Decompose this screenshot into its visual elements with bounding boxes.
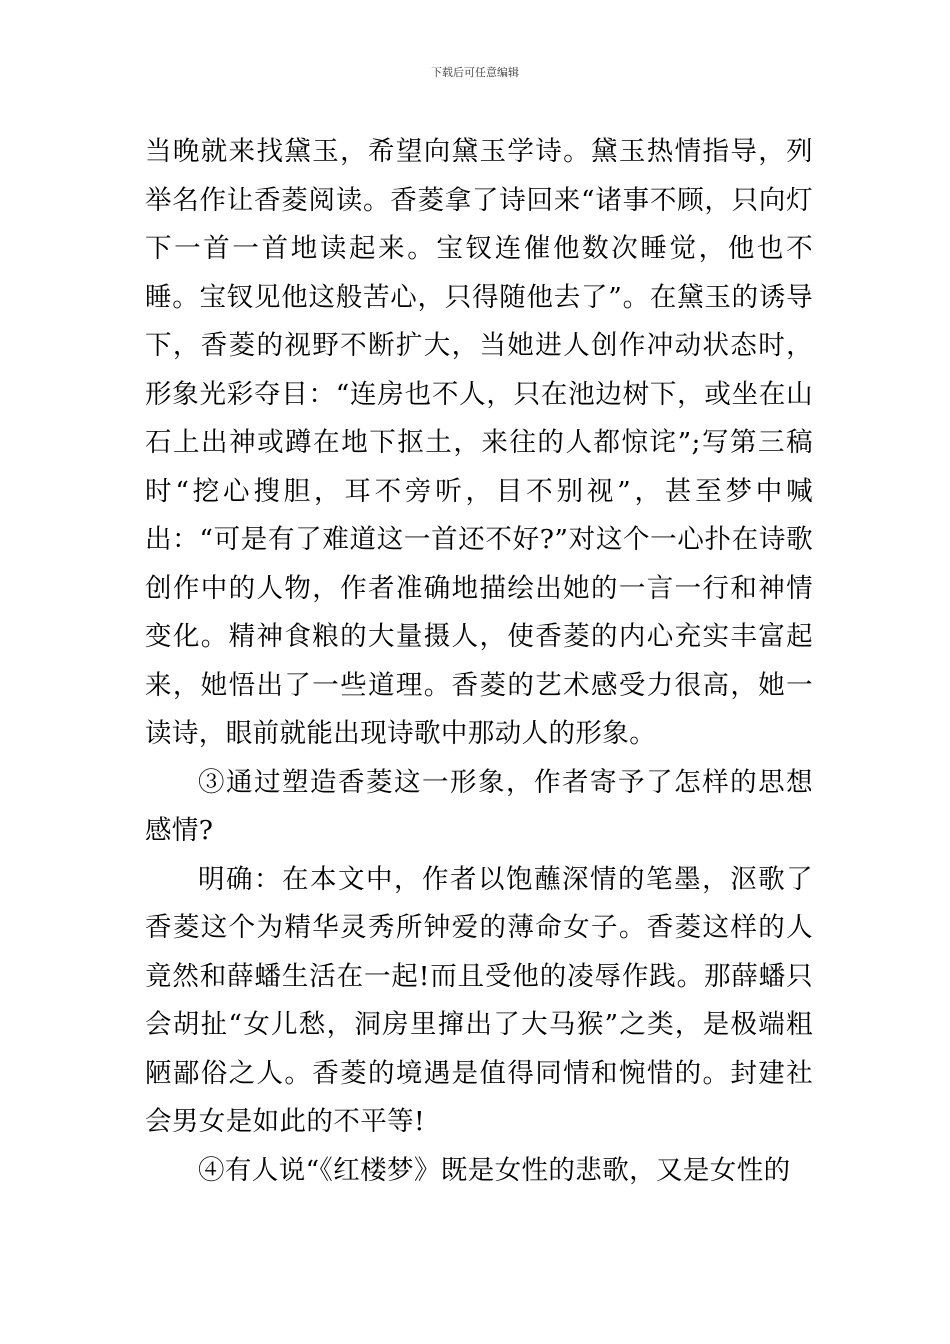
paragraph-continuation: 当晚就来找黛玉，希望向黛玉学诗。黛玉热情指导，列举名作让香菱阅读。香菱拿了诗回来“诸事不顾，只向灯下一首一首地读起来。宝钗连催他数次睡觉，他也不睡。宝钗见他这般苦心，只得随他去了”。在黛玉的诱导下，香菱的视野不断扩大，当她进人创作冲动状态时，形象光彩夺目：“连房也不人，只在池边树下，或坐在山石上出神或蹲在地下抠土，来往的人都惊诧”;写第三稿时“挖心搜胆，耳不旁听，目不别视”，甚至梦中喊出：“可是有了难道这一首还不好?”对这个一心扑在诗歌创作中的人物，作者准确地描绘出她的一言一行和神情变化。精神食粮的大量摄人，使香菱的内心充实丰富起来，她悟出了一些道理。香菱的艺术感受力很高，她一读诗，眼前就能出现诗歌中那动人的形象。 xyxy=(145,136,813,749)
paragraph-question-4: ④有人说“《红楼梦》既是女性的悲歌，又是女性的 xyxy=(198,1154,791,1186)
document-body xyxy=(145,128,813,1195)
page-header: 下载后可任意编辑 xyxy=(431,66,519,79)
paragraph-answer: 明确：在本文中，作者以饱蘸深情的笔墨，沤歌了香菱这个为精华灵秀所钟爱的薄命女子。香菱这样的人竟然和薛蟠生活在一起!而且受他的凌辱作践。那薛蟠只会胡扯“女儿愁，洞房里撺出了大马猴”之类，是极端粗陋鄙俗之人。香菱的境遇是值得同情和惋惜的。封建社会男女是如此的不平等! xyxy=(145,863,813,1137)
paragraph-question-3: ③通过塑造香菱这一形象，作者寄予了怎样的思想感情? xyxy=(145,766,813,846)
